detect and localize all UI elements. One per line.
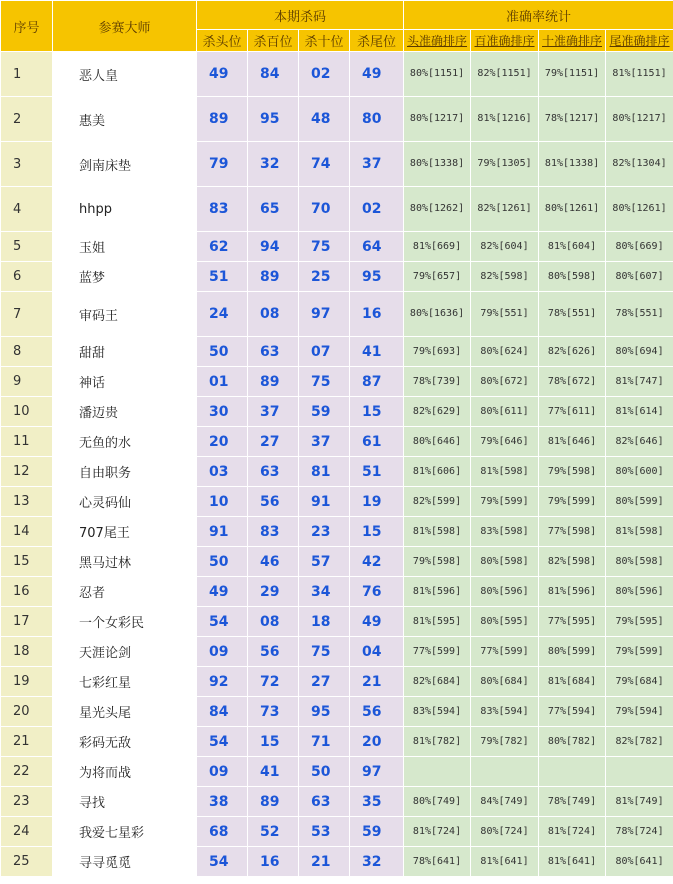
- kill-number: 07: [299, 337, 350, 367]
- accuracy-value: 81%[1216]: [471, 97, 539, 142]
- kill-number: 73: [248, 697, 299, 727]
- row-index: 10: [1, 397, 53, 427]
- accuracy-value: 78%[641]: [404, 847, 471, 877]
- kill-number: 80: [350, 97, 404, 142]
- kill-number: 70: [299, 187, 350, 232]
- row-index: 18: [1, 637, 53, 667]
- accuracy-value: 81%[598]: [404, 517, 471, 547]
- kill-number: 50: [197, 337, 248, 367]
- accuracy-group-header: 准确率统计: [404, 1, 673, 30]
- table-row: [1, 757, 673, 787]
- kill-number: 15: [248, 727, 299, 757]
- accuracy-value: 78%[724]: [606, 817, 673, 847]
- table-body: [1, 52, 673, 877]
- kill-number: 89: [197, 97, 248, 142]
- accuracy-value: [539, 757, 606, 787]
- accuracy-value: 79%[598]: [539, 457, 606, 487]
- kill-number: 01: [197, 367, 248, 397]
- table-row: [1, 817, 673, 847]
- accuracy-value: 80%[724]: [471, 817, 539, 847]
- kill-number: 38: [197, 787, 248, 817]
- master-name: 为将而战: [53, 757, 197, 787]
- kill-number: 95: [299, 697, 350, 727]
- kill-number: 18: [299, 607, 350, 637]
- accuracy-value: 78%[1217]: [539, 97, 606, 142]
- kill-number: 15: [350, 397, 404, 427]
- kill-number: 02: [299, 52, 350, 97]
- accuracy-value: 81%[669]: [404, 232, 471, 262]
- kill-number: 29: [248, 577, 299, 607]
- accuracy-value: 79%[1305]: [471, 142, 539, 187]
- kill-number: 97: [350, 757, 404, 787]
- kill-number: 91: [299, 487, 350, 517]
- accuracy-value: 77%[594]: [539, 697, 606, 727]
- row-index: 20: [1, 697, 53, 727]
- row-index: 7: [1, 292, 53, 337]
- accuracy-value: 79%[598]: [404, 547, 471, 577]
- accuracy-value: 79%[594]: [606, 697, 673, 727]
- row-index: 25: [1, 847, 53, 877]
- accuracy-value: 79%[684]: [606, 667, 673, 697]
- table-row: [1, 487, 673, 517]
- accuracy-value: 80%[1217]: [606, 97, 673, 142]
- master-name: 星光头尾: [53, 697, 197, 727]
- master-name: 天涯论剑: [53, 637, 197, 667]
- master-name: 蓝梦: [53, 262, 197, 292]
- kill-number: 71: [299, 727, 350, 757]
- table-row: [1, 457, 673, 487]
- kill-number: 21: [350, 667, 404, 697]
- table-row: [1, 727, 673, 757]
- kill-number: 37: [350, 142, 404, 187]
- accuracy-value: 81%[595]: [404, 607, 471, 637]
- table-header: [1, 1, 673, 52]
- kill-number: 08: [248, 292, 299, 337]
- kill-number: 20: [350, 727, 404, 757]
- kill-number: 56: [350, 697, 404, 727]
- row-index: 24: [1, 817, 53, 847]
- accuracy-value: 81%[641]: [471, 847, 539, 877]
- accuracy-value: 79%[595]: [606, 607, 673, 637]
- kill-number: 42: [350, 547, 404, 577]
- kill-number: 49: [350, 52, 404, 97]
- accuracy-value: 82%[1304]: [606, 142, 673, 187]
- kill-number: 50: [197, 547, 248, 577]
- table-row: [1, 397, 673, 427]
- row-index: 4: [1, 187, 53, 232]
- accuracy-value: 82%[782]: [606, 727, 673, 757]
- accuracy-value: 81%[747]: [606, 367, 673, 397]
- row-index: 23: [1, 787, 53, 817]
- kill-number: 35: [350, 787, 404, 817]
- accuracy-sort-link[interactable]: 尾准确排序: [606, 30, 673, 52]
- kill-number: 21: [299, 847, 350, 877]
- kill-number: 72: [248, 667, 299, 697]
- accuracy-value: 80%[749]: [404, 787, 471, 817]
- table-row: [1, 292, 673, 337]
- accuracy-value: [471, 757, 539, 787]
- kill-number: 54: [197, 727, 248, 757]
- master-name: 我爱七星彩: [53, 817, 197, 847]
- kill-col-header: 杀尾位: [350, 30, 404, 52]
- table-row: [1, 517, 673, 547]
- accuracy-value: 82%[1261]: [471, 187, 539, 232]
- accuracy-value: 81%[724]: [404, 817, 471, 847]
- kill-number: 75: [299, 232, 350, 262]
- kill-number: 03: [197, 457, 248, 487]
- accuracy-value: 81%[684]: [539, 667, 606, 697]
- kill-number: 75: [299, 367, 350, 397]
- kill-number: 32: [248, 142, 299, 187]
- kill-number: 94: [248, 232, 299, 262]
- row-index: 17: [1, 607, 53, 637]
- accuracy-value: 79%[599]: [606, 637, 673, 667]
- kill-number: 16: [248, 847, 299, 877]
- accuracy-value: 82%[599]: [404, 487, 471, 517]
- kill-number: 64: [350, 232, 404, 262]
- accuracy-value: 81%[598]: [471, 457, 539, 487]
- accuracy-value: 80%[782]: [539, 727, 606, 757]
- accuracy-value: 81%[641]: [539, 847, 606, 877]
- row-index: 22: [1, 757, 53, 787]
- accuracy-value: 84%[749]: [471, 787, 539, 817]
- table-row: [1, 577, 673, 607]
- kill-number: 56: [248, 637, 299, 667]
- master-name: 玉姐: [53, 232, 197, 262]
- row-index: 15: [1, 547, 53, 577]
- table-row: [1, 847, 673, 877]
- table-row: [1, 142, 673, 187]
- master-name: 寻寻觅觅: [53, 847, 197, 877]
- kill-number: 63: [248, 337, 299, 367]
- accuracy-value: 79%[782]: [471, 727, 539, 757]
- master-name: 一个女彩民: [53, 607, 197, 637]
- row-index: 3: [1, 142, 53, 187]
- kill-number: 23: [299, 517, 350, 547]
- master-name: 审码王: [53, 292, 197, 337]
- master-name: 忍者: [53, 577, 197, 607]
- kill-number: 37: [248, 397, 299, 427]
- kill-number: 92: [197, 667, 248, 697]
- accuracy-value: 80%[598]: [539, 262, 606, 292]
- kill-number: 34: [299, 577, 350, 607]
- kill-number: 27: [299, 667, 350, 697]
- master-name: 自由职务: [53, 457, 197, 487]
- kill-number: 16: [350, 292, 404, 337]
- table-row: [1, 262, 673, 292]
- accuracy-value: 79%[551]: [471, 292, 539, 337]
- accuracy-value: 80%[669]: [606, 232, 673, 262]
- accuracy-value: 81%[1338]: [539, 142, 606, 187]
- table-row: [1, 787, 673, 817]
- master-name: 707尾王: [53, 517, 197, 547]
- master-name: 潘迈贵: [53, 397, 197, 427]
- kill-number: 81: [299, 457, 350, 487]
- accuracy-value: [606, 757, 673, 787]
- kill-number: 59: [299, 397, 350, 427]
- accuracy-value: 78%[551]: [606, 292, 673, 337]
- kill-number: 97: [299, 292, 350, 337]
- accuracy-value: 80%[624]: [471, 337, 539, 367]
- accuracy-value: 82%[626]: [539, 337, 606, 367]
- kill-number: 65: [248, 187, 299, 232]
- kill-number: 89: [248, 787, 299, 817]
- kill-number: 25: [299, 262, 350, 292]
- kill-number: 10: [197, 487, 248, 517]
- master-name: 七彩红星: [53, 667, 197, 697]
- kill-number: 63: [299, 787, 350, 817]
- kill-number: 41: [248, 757, 299, 787]
- kill-number: 46: [248, 547, 299, 577]
- kill-number: 30: [197, 397, 248, 427]
- accuracy-value: 81%[596]: [539, 577, 606, 607]
- kill-number: 51: [197, 262, 248, 292]
- kill-col-header: 杀十位: [299, 30, 350, 52]
- accuracy-value: 78%[739]: [404, 367, 471, 397]
- accuracy-value: 80%[1151]: [404, 52, 471, 97]
- kill-number: 49: [350, 607, 404, 637]
- master-name: 剑南床垫: [53, 142, 197, 187]
- accuracy-value: 80%[672]: [471, 367, 539, 397]
- accuracy-value: 82%[629]: [404, 397, 471, 427]
- accuracy-value: 80%[1338]: [404, 142, 471, 187]
- kill-number: 51: [350, 457, 404, 487]
- kill-number: 83: [197, 187, 248, 232]
- accuracy-value: 83%[598]: [471, 517, 539, 547]
- accuracy-value: 82%[684]: [404, 667, 471, 697]
- kill-number: 76: [350, 577, 404, 607]
- table-row: [1, 547, 673, 577]
- accuracy-value: 80%[596]: [471, 577, 539, 607]
- table-row: [1, 637, 673, 667]
- kill-number: 09: [197, 757, 248, 787]
- row-index: 13: [1, 487, 53, 517]
- accuracy-value: 81%[1151]: [606, 52, 673, 97]
- table-row: [1, 697, 673, 727]
- accuracy-value: 81%[646]: [539, 427, 606, 457]
- accuracy-value: 81%[606]: [404, 457, 471, 487]
- accuracy-value: 82%[1151]: [471, 52, 539, 97]
- kill-number: 95: [350, 262, 404, 292]
- accuracy-value: 81%[614]: [606, 397, 673, 427]
- kill-number: 41: [350, 337, 404, 367]
- kill-number: 74: [299, 142, 350, 187]
- kill-number: 57: [299, 547, 350, 577]
- table-row: [1, 187, 673, 232]
- row-index: 12: [1, 457, 53, 487]
- kill-number: 53: [299, 817, 350, 847]
- table-row: [1, 97, 673, 142]
- accuracy-value: 78%[551]: [539, 292, 606, 337]
- accuracy-value: 79%[657]: [404, 262, 471, 292]
- kill-number: 56: [248, 487, 299, 517]
- kill-number: 59: [350, 817, 404, 847]
- row-index: 16: [1, 577, 53, 607]
- accuracy-value: 80%[599]: [539, 637, 606, 667]
- kill-number: 19: [350, 487, 404, 517]
- kill-number: 89: [248, 262, 299, 292]
- table-row: [1, 667, 673, 697]
- master-name: 惠美: [53, 97, 197, 142]
- master-name: 彩码无敌: [53, 727, 197, 757]
- accuracy-value: 82%[604]: [471, 232, 539, 262]
- table-row: [1, 52, 673, 97]
- accuracy-value: 80%[611]: [471, 397, 539, 427]
- kill-number: 49: [197, 52, 248, 97]
- accuracy-value: 79%[599]: [539, 487, 606, 517]
- kill-number: 49: [197, 577, 248, 607]
- row-index: 9: [1, 367, 53, 397]
- kill-number: 87: [350, 367, 404, 397]
- kill-number: 79: [197, 142, 248, 187]
- master-name: 无鱼的水: [53, 427, 197, 457]
- kill-number: 61: [350, 427, 404, 457]
- row-index: 8: [1, 337, 53, 367]
- accuracy-value: 80%[607]: [606, 262, 673, 292]
- kill-number: 84: [197, 697, 248, 727]
- kill-number: 91: [197, 517, 248, 547]
- row-index: 21: [1, 727, 53, 757]
- accuracy-value: 80%[595]: [471, 607, 539, 637]
- row-index: 19: [1, 667, 53, 697]
- accuracy-value: 77%[598]: [539, 517, 606, 547]
- accuracy-value: 80%[641]: [606, 847, 673, 877]
- kill-number: 48: [299, 97, 350, 142]
- kill-number: 62: [197, 232, 248, 262]
- accuracy-value: 80%[1636]: [404, 292, 471, 337]
- kill-number: 20: [197, 427, 248, 457]
- table-row: [1, 367, 673, 397]
- kill-number: 50: [299, 757, 350, 787]
- kill-number: 52: [248, 817, 299, 847]
- row-index: 11: [1, 427, 53, 457]
- master-name: 心灵码仙: [53, 487, 197, 517]
- accuracy-value: 81%[782]: [404, 727, 471, 757]
- accuracy-value: 77%[599]: [404, 637, 471, 667]
- kill-number: 63: [248, 457, 299, 487]
- master-name: 甜甜: [53, 337, 197, 367]
- row-index: 2: [1, 97, 53, 142]
- kill-group-header: 本期杀码: [197, 1, 404, 30]
- kill-number: 75: [299, 637, 350, 667]
- row-index: 14: [1, 517, 53, 547]
- row-index: 6: [1, 262, 53, 292]
- accuracy-value: 79%[646]: [471, 427, 539, 457]
- kill-col-header: 杀百位: [248, 30, 299, 52]
- kill-number: 68: [197, 817, 248, 847]
- kill-number: 37: [299, 427, 350, 457]
- kill-number: 89: [248, 367, 299, 397]
- master-name: 恶人皇: [53, 52, 197, 97]
- kill-number: 09: [197, 637, 248, 667]
- accuracy-value: 79%[599]: [471, 487, 539, 517]
- kill-number: 84: [248, 52, 299, 97]
- kill-number: 83: [248, 517, 299, 547]
- accuracy-value: 83%[594]: [471, 697, 539, 727]
- accuracy-value: 80%[684]: [471, 667, 539, 697]
- accuracy-value: 80%[1261]: [539, 187, 606, 232]
- accuracy-value: 80%[1217]: [404, 97, 471, 142]
- accuracy-sort-link[interactable]: 百准确排序: [471, 30, 539, 52]
- master-name: hhpp: [53, 187, 197, 232]
- accuracy-value: 81%[598]: [606, 517, 673, 547]
- accuracy-value: 80%[600]: [606, 457, 673, 487]
- accuracy-value: 81%[596]: [404, 577, 471, 607]
- master-name: 黑马过林: [53, 547, 197, 577]
- master-name: 寻找: [53, 787, 197, 817]
- master-name: 神话: [53, 367, 197, 397]
- row-index: 5: [1, 232, 53, 262]
- accuracy-value: 81%[724]: [539, 817, 606, 847]
- accuracy-sort-link[interactable]: 头准确排序: [404, 30, 471, 52]
- accuracy-value: 78%[672]: [539, 367, 606, 397]
- kill-number: 32: [350, 847, 404, 877]
- kill-col-header: 杀头位: [197, 30, 248, 52]
- table-row: [1, 232, 673, 262]
- accuracy-value: 82%[598]: [471, 262, 539, 292]
- accuracy-value: 80%[598]: [471, 547, 539, 577]
- accuracy-value: 77%[599]: [471, 637, 539, 667]
- accuracy-value: 83%[594]: [404, 697, 471, 727]
- kill-number: 27: [248, 427, 299, 457]
- table-row: [1, 607, 673, 637]
- row-index: 1: [1, 52, 53, 97]
- accuracy-value: 80%[694]: [606, 337, 673, 367]
- accuracy-value: 80%[596]: [606, 577, 673, 607]
- kill-number: 54: [197, 607, 248, 637]
- kill-number: 15: [350, 517, 404, 547]
- accuracy-value: 78%[749]: [539, 787, 606, 817]
- accuracy-value: [404, 757, 471, 787]
- accuracy-value: 77%[595]: [539, 607, 606, 637]
- kill-number: 24: [197, 292, 248, 337]
- master-header: 参赛大师: [53, 1, 197, 52]
- accuracy-value: 77%[611]: [539, 397, 606, 427]
- kill-number: 08: [248, 607, 299, 637]
- kill-number: 95: [248, 97, 299, 142]
- accuracy-value: 79%[693]: [404, 337, 471, 367]
- accuracy-value: 80%[1261]: [606, 187, 673, 232]
- table-row: [1, 427, 673, 457]
- table-row: [1, 337, 673, 367]
- accuracy-value: 80%[599]: [606, 487, 673, 517]
- accuracy-value: 80%[598]: [606, 547, 673, 577]
- accuracy-value: 80%[646]: [404, 427, 471, 457]
- accuracy-value: 81%[604]: [539, 232, 606, 262]
- accuracy-sort-link[interactable]: 十准确排序: [539, 30, 606, 52]
- kill-number: 02: [350, 187, 404, 232]
- accuracy-value: 80%[1262]: [404, 187, 471, 232]
- kill-number: 54: [197, 847, 248, 877]
- seq-header: 序号: [1, 1, 53, 52]
- accuracy-value: 82%[598]: [539, 547, 606, 577]
- accuracy-value: 82%[646]: [606, 427, 673, 457]
- accuracy-value: 79%[1151]: [539, 52, 606, 97]
- kill-number: 04: [350, 637, 404, 667]
- accuracy-value: 81%[749]: [606, 787, 673, 817]
